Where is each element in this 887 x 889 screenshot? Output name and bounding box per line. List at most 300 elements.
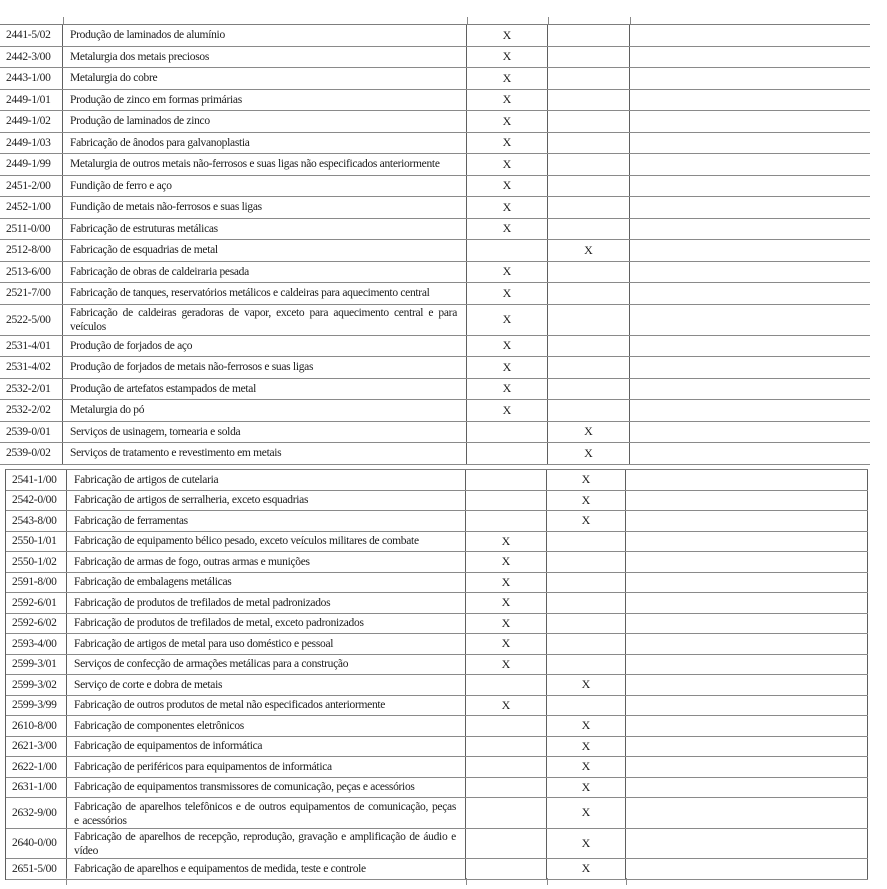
mark-col3-cell — [466, 655, 547, 675]
code-cell — [6, 757, 67, 777]
description-cell-text: Fabricação de artigos de serralheria, exceto esquadrias — [74, 494, 309, 507]
table-row — [6, 511, 868, 532]
mark-col4-cell-text: X — [581, 861, 591, 876]
code-cell — [0, 219, 63, 240]
notes-cell — [626, 614, 868, 634]
mark-col4-cell — [547, 696, 626, 716]
mark-col4-cell — [547, 716, 626, 736]
code-cell — [0, 154, 63, 175]
mark-col3-cell — [466, 757, 547, 777]
mark-col4-cell — [548, 336, 630, 357]
grid-stub — [466, 878, 467, 885]
mark-col3-cell-text: X — [502, 156, 512, 171]
table-row — [6, 675, 868, 696]
mark-col3-cell-text: X — [502, 359, 512, 374]
code-cell-text: 2511-0/00 — [6, 222, 51, 235]
notes-cell — [630, 336, 870, 357]
description-cell — [67, 593, 466, 613]
description-cell — [63, 305, 467, 335]
code-cell — [6, 614, 67, 634]
mark-col4-cell — [547, 798, 626, 828]
code-cell — [6, 655, 67, 675]
code-cell — [6, 696, 67, 716]
description-cell-text: Serviço de corte e dobra de metais — [74, 678, 223, 691]
mark-col4-cell — [547, 573, 626, 593]
mark-col4-cell — [547, 614, 626, 634]
table-row — [6, 552, 868, 573]
description-cell — [63, 197, 467, 218]
table-row — [6, 696, 868, 717]
description-cell — [63, 47, 467, 68]
description-cell — [67, 757, 466, 777]
mark-col4-cell — [548, 133, 630, 154]
description-cell-text: Fundição de metais não-ferrosos e suas ligas — [70, 201, 262, 214]
mark-col3-cell — [466, 778, 547, 798]
code-cell-text: 2522-5/00 — [6, 313, 51, 326]
mark-col3-cell-text: X — [502, 338, 512, 353]
mark-col3-cell — [466, 696, 547, 716]
code-cell-text: 2513-6/00 — [6, 265, 51, 278]
code-cell — [0, 262, 63, 283]
table-row — [6, 470, 868, 491]
mark-col3-cell — [467, 379, 548, 400]
notes-cell — [626, 573, 868, 593]
mark-col4-cell — [547, 552, 626, 572]
mark-col3-cell-text: X — [501, 615, 511, 630]
description-cell — [63, 400, 467, 421]
mark-col3-cell — [466, 470, 547, 490]
description-cell — [63, 133, 467, 154]
description-cell-text: Produção de artefatos estampados de metal — [70, 382, 257, 395]
description-cell-text: Fabricação de componentes eletrônicos — [74, 719, 244, 732]
code-cell-text: 2651-5/00 — [12, 862, 57, 875]
description-cell-text: Produção de forjados de metais não-ferrosos e suas ligas — [70, 361, 314, 374]
notes-cell — [626, 593, 868, 613]
mark-col4-cell-text: X — [581, 492, 591, 507]
code-cell — [0, 422, 63, 443]
mark-col3-cell — [466, 552, 547, 572]
description-cell-text: Fabricação de ferramentas — [74, 514, 188, 527]
notes-cell — [626, 798, 868, 828]
notes-cell — [626, 778, 868, 798]
mark-col3-cell-text: X — [501, 554, 511, 569]
code-cell-text: 2550-1/01 — [12, 535, 57, 548]
mark-col4-cell — [547, 593, 626, 613]
code-cell-text: 2599-3/02 — [12, 678, 57, 691]
description-cell — [67, 614, 466, 634]
description-cell — [63, 240, 467, 261]
description-cell — [63, 219, 467, 240]
description-cell-text: Fabricação de produtos de trefilados de metal padronizados — [74, 596, 331, 609]
mark-col4-cell-text: X — [581, 759, 591, 774]
notes-cell — [630, 47, 870, 68]
description-cell — [63, 176, 467, 197]
notes-cell — [626, 491, 868, 511]
description-cell — [63, 111, 467, 132]
mark-col3-cell — [466, 614, 547, 634]
code-cell — [6, 675, 67, 695]
description-cell-text: Metalurgia de outros metais não-ferrosos e suas ligas não especificados anteriormente — [70, 158, 440, 171]
description-cell-text: Fabricação de equipamentos de informática — [74, 740, 263, 753]
mark-col4-cell — [548, 47, 630, 68]
code-cell-text: 2599-3/99 — [12, 699, 57, 712]
mark-col3-cell-text: X — [502, 285, 512, 300]
description-cell-text: Serviços de confecção de armações metálicas para a construção — [74, 658, 349, 671]
mark-col3-cell-text: X — [502, 402, 512, 417]
code-cell-text: 2532-2/02 — [6, 404, 51, 417]
code-cell — [6, 470, 67, 490]
mark-col3-cell — [467, 154, 548, 175]
mark-col4-cell-text: X — [581, 738, 591, 753]
notes-cell — [630, 111, 870, 132]
mark-col3-cell-text: X — [501, 697, 511, 712]
notes-cell — [630, 422, 870, 443]
mark-col4-cell — [547, 675, 626, 695]
description-cell — [67, 573, 466, 593]
code-cell-text: 2442-3/00 — [6, 50, 51, 63]
description-cell-text: Metalurgia do cobre — [70, 72, 158, 85]
code-cell — [0, 379, 63, 400]
description-cell — [67, 552, 466, 572]
notes-cell — [630, 68, 870, 89]
mark-col4-cell-text: X — [584, 424, 593, 439]
description-cell-text: Produção de laminados de alumínio — [70, 29, 225, 42]
description-cell-text: Fundição de ferro e aço — [70, 179, 172, 192]
code-cell — [6, 532, 67, 552]
mark-col3-cell — [467, 240, 548, 261]
code-cell — [6, 737, 67, 757]
description-cell-text: Fabricação de embalagens metálicas — [74, 576, 232, 589]
mark-col3-cell — [467, 283, 548, 304]
mark-col3-cell-text: X — [502, 49, 512, 64]
mark-col4-cell — [548, 197, 630, 218]
notes-cell — [626, 696, 868, 716]
mark-col4-cell — [548, 25, 630, 46]
code-cell — [6, 634, 67, 654]
mark-col4-cell — [548, 422, 630, 443]
mark-col4-cell — [548, 357, 630, 378]
table-row — [0, 219, 870, 241]
description-cell-text: Fabricação de armas de fogo, outras armas e munições — [74, 555, 310, 568]
description-cell — [67, 716, 466, 736]
table-row — [6, 573, 868, 594]
description-cell — [63, 443, 467, 464]
code-cell — [0, 133, 63, 154]
description-cell-text: Produção de laminados de zinco — [70, 115, 210, 128]
mark-col3-cell-text: X — [502, 92, 512, 107]
mark-col3-cell-text: X — [501, 533, 511, 548]
mark-col3-cell — [466, 593, 547, 613]
code-cell-text: 2592-6/02 — [12, 617, 57, 630]
code-cell-text: 2452-1/00 — [6, 201, 51, 214]
description-cell-text: Metalurgia do pó — [70, 404, 145, 417]
mark-col3-cell — [467, 133, 548, 154]
code-cell-text: 2592-6/01 — [12, 596, 57, 609]
mark-col4-cell — [547, 859, 626, 879]
mark-col4-cell — [547, 470, 626, 490]
mark-col3-cell — [467, 443, 548, 464]
description-cell-text: Fabricação de caldeiras geradoras de vapor, exceto para aquecimento central e para veículos — [70, 307, 457, 333]
table-row — [0, 240, 870, 262]
grid-stub — [63, 17, 64, 24]
mark-col4-cell — [547, 491, 626, 511]
notes-cell — [630, 443, 870, 464]
mark-col3-cell — [466, 511, 547, 531]
table-row — [6, 859, 868, 880]
table-row — [0, 154, 870, 176]
table-row — [6, 593, 868, 614]
code-cell — [6, 593, 67, 613]
mark-col4-cell — [548, 283, 630, 304]
table-row — [6, 655, 868, 676]
mark-col3-cell — [467, 68, 548, 89]
code-cell — [6, 716, 67, 736]
code-cell — [0, 90, 63, 111]
mark-col3-cell-text: X — [502, 312, 512, 326]
code-cell-text: 2531-4/02 — [6, 361, 51, 374]
mark-col4-cell — [548, 90, 630, 111]
notes-cell — [626, 829, 868, 859]
grid-stub — [66, 878, 67, 885]
description-cell-text: Fabricação de aparelhos e equipamentos de medida, teste e controle — [74, 862, 366, 875]
code-cell — [0, 283, 63, 304]
mark-col4-cell — [548, 443, 630, 464]
table-row — [0, 336, 870, 358]
description-cell — [67, 675, 466, 695]
code-cell — [0, 443, 63, 464]
code-cell-text: 2591-8/00 — [12, 576, 57, 589]
description-cell-text: Fabricação de equipamento bélico pesado, exceto veículos militares de combate — [74, 535, 419, 548]
notes-cell — [626, 634, 868, 654]
table-row — [6, 614, 868, 635]
description-cell-text: Fabricação de esquadrias de metal — [70, 244, 218, 257]
code-cell-text: 2640-0/00 — [12, 837, 57, 850]
description-cell — [63, 422, 467, 443]
mark-col4-cell — [548, 68, 630, 89]
grid-stub — [630, 17, 631, 24]
mark-col3-cell — [467, 47, 548, 68]
table-row — [0, 357, 870, 379]
notes-cell — [626, 470, 868, 490]
mark-col3-cell-text: X — [502, 199, 512, 214]
code-cell-text: 2542-0/00 — [12, 494, 57, 507]
notes-cell — [630, 154, 870, 175]
mark-col4-cell — [547, 757, 626, 777]
mark-col3-cell — [466, 737, 547, 757]
code-cell-text: 2441-5/02 — [6, 29, 51, 42]
mark-col4-cell — [548, 176, 630, 197]
code-cell-text: 2593-4/00 — [12, 637, 57, 650]
notes-cell — [626, 737, 868, 757]
notes-cell — [630, 176, 870, 197]
mark-col4-cell — [548, 240, 630, 261]
description-cell-text: Fabricação de estruturas metálicas — [70, 222, 218, 235]
table-row — [6, 491, 868, 512]
mark-col3-cell — [467, 25, 548, 46]
table-row — [6, 757, 868, 778]
description-cell — [67, 634, 466, 654]
notes-cell — [630, 262, 870, 283]
mark-col3-cell-text: X — [502, 135, 512, 150]
description-cell-text: Fabricação de aparelhos telefônicos e de outros equipamentos de comunicação, peças e acessórios — [74, 800, 456, 827]
mark-col4-cell — [547, 532, 626, 552]
notes-cell — [630, 133, 870, 154]
code-cell-text: 2543-8/00 — [12, 514, 57, 527]
table-row — [6, 778, 868, 799]
mark-col3-cell-text: X — [502, 113, 512, 128]
table-row — [6, 737, 868, 758]
description-cell — [63, 379, 467, 400]
mark-col3-cell — [466, 859, 547, 879]
notes-cell — [626, 552, 868, 572]
description-cell — [67, 511, 466, 531]
code-cell — [6, 573, 67, 593]
mark-col3-cell — [467, 400, 548, 421]
description-cell-text: Fabricação de ânodos para galvanoplastia — [70, 136, 250, 149]
table-row — [0, 68, 870, 90]
grid-stub — [467, 17, 468, 24]
mark-col3-cell-text: X — [501, 574, 511, 589]
mark-col4-cell — [547, 634, 626, 654]
mark-col3-cell-text: X — [502, 221, 512, 236]
description-cell — [67, 859, 466, 879]
table-row — [6, 634, 868, 655]
mark-col3-cell-text: X — [502, 381, 512, 396]
notes-cell — [626, 675, 868, 695]
description-cell-text: Fabricação de equipamentos transmissores de comunicação, peças e acessórios — [74, 781, 415, 794]
code-cell-text: 2550-1/02 — [12, 555, 57, 568]
mark-col4-cell — [547, 737, 626, 757]
notes-cell — [630, 25, 870, 46]
mark-col3-cell-text: X — [502, 264, 512, 279]
description-cell — [63, 283, 467, 304]
code-cell-text: 2449-1/99 — [6, 158, 51, 171]
description-cell — [67, 532, 466, 552]
mark-col3-cell — [466, 573, 547, 593]
code-cell — [6, 798, 67, 828]
code-cell-text: 2621-3/00 — [12, 740, 57, 753]
mark-col4-cell — [548, 379, 630, 400]
mark-col4-cell-text: X — [581, 677, 591, 692]
description-cell-text: Fabricação de outros produtos de metal não especificados anteriormente — [74, 699, 386, 712]
notes-cell — [630, 240, 870, 261]
code-cell — [0, 111, 63, 132]
description-cell — [67, 491, 466, 511]
code-cell — [0, 336, 63, 357]
table-row — [0, 90, 870, 112]
notes-cell — [630, 357, 870, 378]
table-row — [6, 798, 868, 829]
code-cell — [0, 68, 63, 89]
description-cell — [67, 470, 466, 490]
code-cell-text: 2449-1/02 — [6, 115, 51, 128]
mark-col3-cell-text: X — [502, 27, 512, 42]
code-cell — [6, 778, 67, 798]
mark-col3-cell — [467, 176, 548, 197]
description-cell — [63, 154, 467, 175]
mark-col3-cell — [467, 422, 548, 443]
description-cell-text: Fabricação de tanques, reservatórios metálicos e caldeiras para aquecimento central — [70, 287, 430, 300]
mark-col3-cell — [467, 336, 548, 357]
mark-col3-cell — [467, 90, 548, 111]
mark-col4-cell-text: X — [581, 805, 591, 820]
description-cell — [63, 68, 467, 89]
description-cell — [63, 25, 467, 46]
notes-cell — [626, 757, 868, 777]
mark-col3-cell-text: X — [501, 595, 511, 610]
mark-col3-cell-text: X — [501, 656, 511, 671]
description-cell — [63, 336, 467, 357]
mark-col4-cell — [547, 829, 626, 859]
code-cell-text: 2521-7/00 — [6, 287, 51, 300]
description-cell-text: Serviços de usinagem, tornearia e solda — [70, 425, 241, 438]
activity-table-section-2 — [5, 469, 868, 880]
table-row — [0, 305, 870, 336]
mark-col3-cell — [466, 675, 547, 695]
description-cell — [67, 696, 466, 716]
description-cell-text: Fabricação de artigos de metal para uso doméstico e pessoal — [74, 637, 334, 650]
mark-col4-cell-text: X — [581, 779, 591, 794]
table-row — [0, 176, 870, 198]
description-cell-text: Fabricação de artigos de cutelaria — [74, 473, 219, 486]
notes-cell — [630, 197, 870, 218]
mark-col3-cell — [467, 305, 548, 335]
description-cell-text: Serviços de tratamento e revestimento em metais — [70, 447, 282, 460]
mark-col3-cell — [467, 111, 548, 132]
notes-cell — [630, 379, 870, 400]
mark-col4-cell — [548, 154, 630, 175]
mark-col4-cell-text: X — [581, 835, 591, 850]
description-cell-text: Fabricação de periféricos para equipamentos de informática — [74, 760, 332, 773]
code-cell — [0, 197, 63, 218]
code-cell-text: 2449-1/03 — [6, 136, 51, 149]
table-row — [0, 197, 870, 219]
description-cell-text: Fabricação de aparelhos de recepção, reprodução, gravação e amplificação de áudio e vídeo — [74, 831, 456, 857]
code-cell-text: 2631-1/00 — [12, 781, 57, 794]
description-cell — [67, 829, 466, 859]
code-cell — [0, 400, 63, 421]
description-cell — [63, 90, 467, 111]
description-cell-text: Fabricação de obras de caldeiraria pesada — [70, 265, 249, 278]
code-cell — [6, 859, 67, 879]
code-cell — [0, 240, 63, 261]
mark-col3-cell — [467, 357, 548, 378]
code-cell-text: 2541-1/00 — [12, 473, 57, 486]
grid-stub — [547, 878, 548, 885]
table-row — [0, 443, 870, 465]
mark-col4-cell — [548, 111, 630, 132]
mark-col4-cell — [547, 511, 626, 531]
table-row — [0, 25, 870, 47]
mark-col3-cell — [467, 262, 548, 283]
description-cell-text: Fabricação de produtos de trefilados de metal, exceto padronizados — [74, 617, 364, 630]
table-row — [0, 400, 870, 422]
table-row — [0, 133, 870, 155]
code-cell-text: 2610-8/00 — [12, 719, 57, 732]
code-cell — [0, 305, 63, 335]
code-cell — [0, 25, 63, 46]
code-cell-text: 2451-2/00 — [6, 179, 51, 192]
grid-stub — [548, 17, 549, 24]
notes-cell — [626, 859, 868, 879]
mark-col3-cell — [467, 219, 548, 240]
code-cell — [0, 176, 63, 197]
mark-col3-cell — [466, 532, 547, 552]
code-cell-text: 2449-1/01 — [6, 93, 51, 106]
mark-col3-cell — [466, 716, 547, 736]
code-cell-text: 2632-9/00 — [12, 806, 57, 819]
notes-cell — [630, 219, 870, 240]
